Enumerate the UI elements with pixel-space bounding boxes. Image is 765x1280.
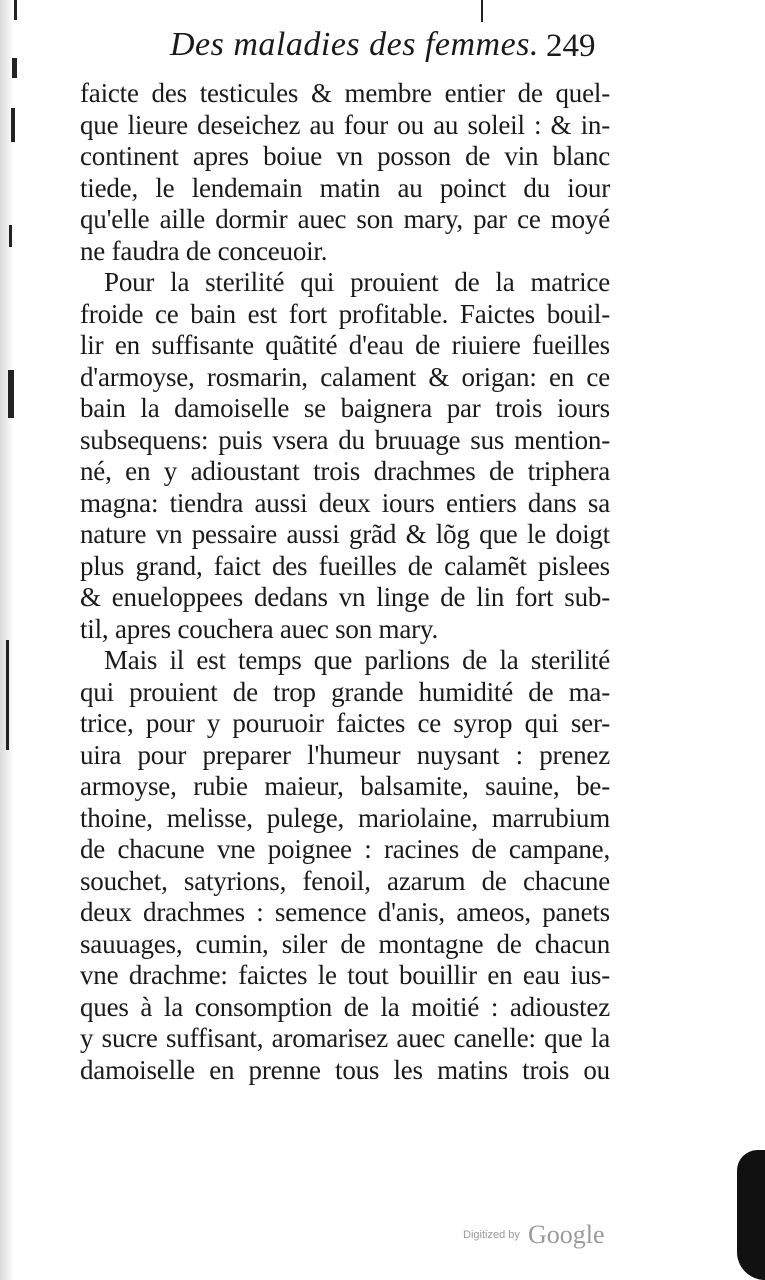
text-line: Pour la sterilité qui prouient de la matrice [104, 267, 610, 297]
text-line: magna: tiendra aussi deux iours entiers dans sa [80, 487, 610, 518]
scan-finger-shadow [737, 1150, 765, 1280]
text-line: thoine, melisse, pulege, mariolaine, marrubium [80, 802, 610, 833]
text-line: que lieure deseichez au four ou au soleil : & in- [80, 109, 610, 140]
text-line: de chacune vne poignee : racines de campane, [80, 834, 610, 864]
text-line: sauuages, cumin, siler de montagne de chacun [80, 928, 610, 959]
page-header [170, 22, 640, 74]
text-line: qui prouient de trop grande humidité de ma- [80, 676, 610, 707]
text-line: nature vn pessaire aussi grãd & lõg que le doigt [80, 519, 610, 549]
text-line: Mais il est temps que parlions de la sterilité [104, 645, 610, 675]
text-line: vne drachme: faictes le tout bouillir en eau ius- [80, 960, 610, 990]
margin-mark [14, 0, 17, 20]
margin-mark [6, 640, 9, 750]
text-line: tiede, le lendemain matin au poinct du iour [80, 172, 610, 203]
text-line: bain la damoiselle se baignera par trois iours [80, 393, 610, 423]
text-line: armoyse, rubie maieur, balsamite, sauine, be- [80, 771, 610, 801]
margin-mark [11, 108, 15, 142]
text-line: uira pour preparer l'humeur nuysant : prenez [80, 739, 610, 770]
google-logo: Google [527, 1220, 605, 1249]
text-line: & enueloppees dedans vn linge de lin fort sub- [80, 582, 610, 612]
text-line: deux drachmes : semence d'anis, ameos, panets [80, 897, 610, 927]
text-line: lir en suffisante quãtité d'eau de riuiere fueilles [80, 330, 610, 360]
digitization-watermark [463, 1220, 628, 1250]
margin-mark [481, 0, 483, 22]
page-number: 249 [546, 28, 596, 64]
margin-mark [9, 225, 12, 247]
text-line: souchet, satyrions, fenoil, azarum de chacune [80, 865, 610, 896]
text-line: plus grand, faict des fueilles de calamẽt pislees [80, 550, 610, 581]
text-line: y sucre suffisant, aromarisez auec canelle: que la [80, 1023, 610, 1053]
text-line: til, apres couchera auec son mary. [80, 613, 439, 644]
running-title: Des maladies des femmes. [170, 26, 539, 63]
text-line: trice, pour y pouruoir faictes ce syrop qui ser- [80, 708, 610, 738]
text-line: froide ce bain est fort profitable. Faictes bouil- [80, 298, 610, 329]
text-line: ques à la consomption de la moitié : adioustez [80, 991, 610, 1022]
body-text [80, 78, 610, 1086]
text-line: né, en y adioustant trois drachmes de triphera [80, 456, 610, 486]
text-line: continent apres boiue vn posson de vin blanc [80, 141, 610, 171]
watermark-prefix: Digitized by [463, 1229, 520, 1241]
text-line: d'armoyse, rosmarin, calament & origan: en ce [80, 361, 610, 392]
text-line: damoiselle en prenne tous les matins trois ou [80, 1054, 610, 1085]
text-line: ne faudra de conceuoir. [80, 235, 328, 266]
margin-mark [12, 58, 17, 78]
text-line: faicte des testicules & membre entier de quel- [80, 78, 610, 108]
text-line: qu'elle aille dormir auec son mary, par ce moyé [80, 204, 610, 234]
text-line: subsequens: puis vsera du bruuage sus mention- [80, 424, 610, 455]
margin-mark [8, 370, 14, 418]
